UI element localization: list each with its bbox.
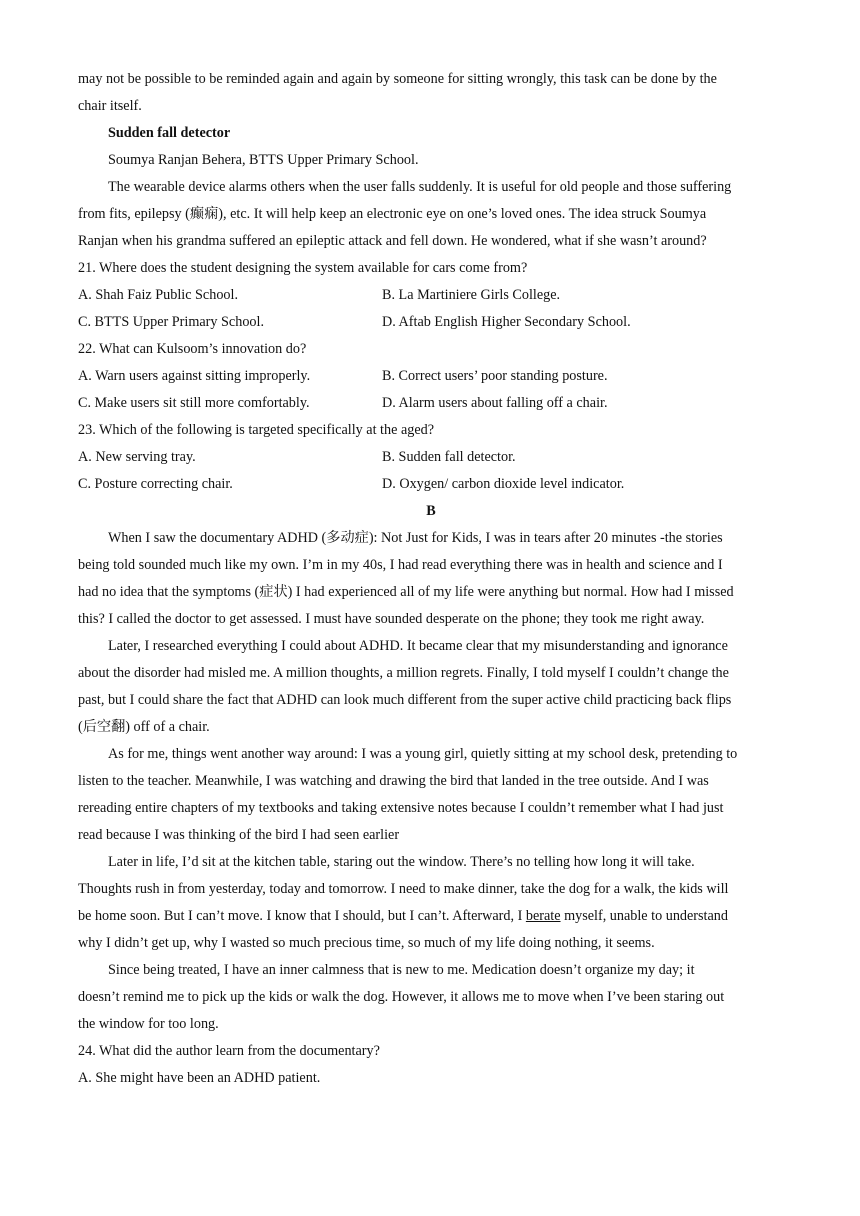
passage-text-line: being told sounded much like my own. I’m in my 40s, I had read everything there was in health and science and I — [78, 557, 723, 573]
passage-text-line: from fits, epilepsy (癫痫), etc. It will help keep an electronic eye on one’s loved ones. The idea struck Soumya — [78, 206, 707, 222]
passage-text-line: The wearable device alarms others when the user falls suddenly. It is useful for old people and those suffering — [108, 179, 732, 195]
option-row — [78, 309, 784, 336]
option-row — [78, 444, 784, 471]
option-a: A. Shah Faiz Public School. — [78, 287, 238, 303]
question-stem: 21. Where does the student designing the system available for cars come from? — [78, 260, 528, 276]
passage-text-line: listen to the teacher. Meanwhile, I was watching and drawing the bird that landed in the tree outside. And I was — [78, 773, 709, 789]
passage-text-line: Ranjan when his grandma suffered an epileptic attack and fell down. He wondered, what if she wasn’t around? — [78, 233, 707, 249]
option-d: D. Alarm users about falling off a chair. — [382, 395, 608, 411]
passage-text-line: may not be possible to be reminded again and again by someone for sitting wrongly, this task can be done by the — [78, 71, 717, 87]
passage-text-line: Later in life, I’d sit at the kitchen table, staring out the window. There’s no telling how long it will take. — [108, 854, 695, 870]
option-row — [78, 390, 784, 417]
option-a: A. New serving tray. — [78, 449, 196, 465]
passage-text-line: about the disorder had misled me. A million thoughts, a million regrets. Finally, I told myself I couldn’t change the — [78, 665, 729, 681]
passage-text-line: As for me, things went another way around: I was a young girl, quietly sitting at my school desk, pretending to — [108, 746, 738, 762]
option-c: C. Posture correcting chair. — [78, 476, 233, 492]
option-c: C. Make users sit still more comfortably. — [78, 395, 310, 411]
passage-text-line: (后空翻) off of a chair. — [78, 719, 210, 735]
option-a: A. Warn users against sitting improperly. — [78, 368, 311, 384]
option-c: C. BTTS Upper Primary School. — [78, 314, 265, 330]
option-row — [78, 363, 784, 390]
passage-text-line: Later, I researched everything I could about ADHD. It became clear that my misunderstanding and ignorance — [108, 638, 728, 654]
option-a: A. She might have been an ADHD patient. — [78, 1070, 321, 1086]
passage-text-line: read because I was thinking of the bird I had seen earlier — [78, 827, 400, 843]
text-after-underline: myself, unable to understand — [564, 908, 728, 924]
option-row — [78, 282, 784, 309]
option-d: D. Aftab English Higher Secondary School. — [382, 314, 631, 330]
passage-text-line: doesn’t remind me to pick up the kids or walk the dog. However, it allows me to move when I’ve been staring out — [78, 989, 725, 1005]
question-stem: 22. What can Kulsoom’s innovation do? — [78, 341, 307, 357]
passage-text-line: this? I called the doctor to get assessed. I must have sounded desperate on the phone; they took me right away. — [78, 611, 705, 627]
passage-text-line: rereading entire chapters of my textbooks and taking extensive notes because I couldn’t remember what I had just — [78, 800, 724, 816]
author-byline: Soumya Ranjan Behera, BTTS Upper Primary School. — [108, 152, 419, 168]
passage-text-line: Since being treated, I have an inner calmness that is new to me. Medication doesn’t organize my day; it — [108, 962, 695, 978]
exam-page — [78, 66, 784, 1092]
section-label: B — [426, 503, 436, 519]
option-b: B. Correct users’ poor standing posture. — [382, 368, 608, 384]
passage-text-line: chair itself. — [78, 98, 142, 114]
passage-text-line: had no idea that the symptoms (症状) I had experienced all of my life were anything but normal. How had I missed — [78, 584, 734, 600]
question-stem: 23. Which of the following is targeted specifically at the aged? — [78, 422, 435, 438]
section-heading: Sudden fall detector — [108, 125, 231, 141]
passage-text-line: past, but I could share the fact that ADHD can look much different from the super active child practicing back flips — [78, 692, 732, 708]
passage-text-line: When I saw the documentary ADHD (多动症): Not Just for Kids, I was in tears after 20 minutes -the stories — [108, 530, 723, 546]
passage-text-line — [78, 903, 784, 930]
text-before-underline: be home soon. But I can’t move. I know that I should, but I can’t. Afterward, I — [78, 908, 526, 924]
passage-text-line: the window for too long. — [78, 1016, 219, 1032]
option-d: D. Oxygen/ carbon dioxide level indicator. — [382, 476, 625, 492]
passage-text-line: Thoughts rush in from yesterday, today and tomorrow. I need to make dinner, take the dog for a walk, the kids will — [78, 881, 729, 897]
option-row — [78, 471, 784, 498]
question-stem: 24. What did the author learn from the documentary? — [78, 1043, 380, 1059]
option-b: B. La Martiniere Girls College. — [382, 287, 561, 303]
option-b: B. Sudden fall detector. — [382, 449, 516, 465]
passage-text-line: why I didn’t get up, why I wasted so much precious time, so much of my life doing nothing, it seems. — [78, 935, 655, 951]
underlined-word: berate — [525, 908, 561, 924]
